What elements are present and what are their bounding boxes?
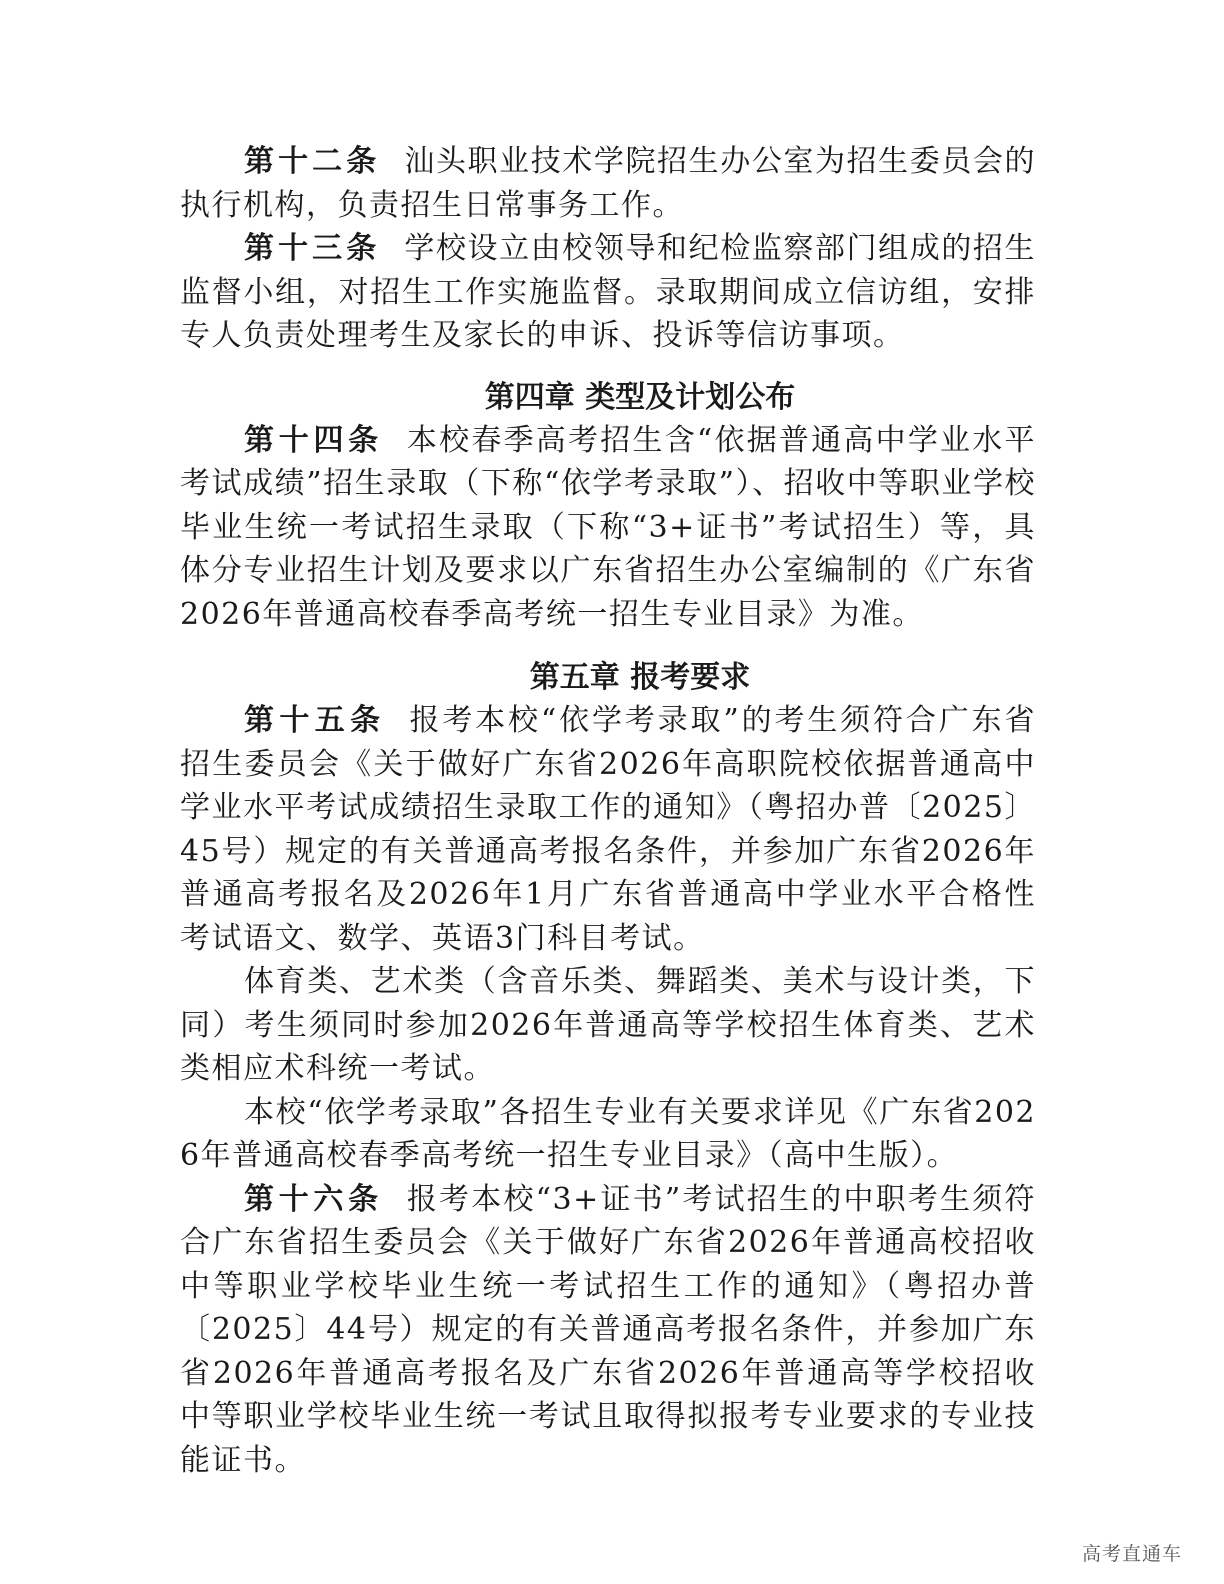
article-16-label: 第十六条 <box>244 1181 383 1217</box>
article-13-text: 学校设立由校领导和纪检监察部门组成的招生监督小组，对招生工作实施监督。录取期间成立信访组，安排专人负责处理考生及家长的申诉、投诉等信访事项。 <box>180 231 1037 353</box>
article-16 <box>180 1178 1036 1483</box>
watermark: 高考直通车 <box>1081 1543 1182 1565</box>
article-15-label: 第十五条 <box>244 703 386 738</box>
article-12-text: 汕头职业技术学院招生办公室为招生委员会的执行机构，负责招生日常事务工作。 <box>180 144 1037 223</box>
chapter-5-heading: 第五章 报考要求 <box>529 660 751 695</box>
article-15-text: 报考本校“依学考录取”的考生须符合广东省招生委员会《关于做好广东省2026年高职院校依据普通高中学业水平考试成绩招生录取工作的通知》（粤招办普〔2025〕45号）规定的有关普通高考报名条件，并参加广东省2026年普通高考报名及2026年1月广东省普通高中学业水平合格性考试语文、数学、英语3门科目考试。 <box>180 703 1036 956</box>
article-12 <box>180 140 1036 227</box>
spacer <box>180 358 1036 376</box>
article-16-text: 报考本校“3+证书”考试招生的中职考生须符合广东省招生委员会《关于做好广东省2026年普通高校招收中等职业学校毕业生统一考试招生工作的通知》（粤招办普〔2025〕44号）规定的有关普通高考报名条件，并参加广东省2026年普通高考报名及广东省2026年普通高等学校招收中等职业学校毕业生统一考试且取得拟报考专业要求的专业技能证书。 <box>180 1181 1036 1478</box>
article-14-label: 第十四条 <box>244 422 383 458</box>
spacer <box>180 636 1036 656</box>
article-14-text: 本校春季高考招生含“依据普通高中学业水平考试成绩”招生录取（下称“依学考录取”）、招收中等职业学校毕业生统一考试招生录取（下称“3+证书”考试招生）等，具体分专业招生计划及要求以广东省招生办公室编制的《广东省2026年普通高校春季高考统一招生专业目录》为准。 <box>180 422 1037 632</box>
article-13-label: 第十三条 <box>244 231 381 266</box>
document-page <box>180 140 1036 1482</box>
article-15-paragraph-3: 本校“依学考录取”各招生专业有关要求详见《广东省2026年普通高校春季高考统一招生专业目录》（高中生版）。 <box>180 1094 1036 1173</box>
article-15 <box>180 699 1036 960</box>
article-12-label: 第十二条 <box>244 144 381 179</box>
article-13 <box>180 227 1036 358</box>
article-14 <box>180 419 1036 637</box>
article-15-paragraph-2: 体育类、艺术类（含音乐类、舞蹈类、美术与设计类，下同）考生须同时参加2026年普通高等学校招生体育类、艺术类相应术科统一考试。 <box>180 964 1036 1086</box>
chapter-4-heading: 第四章 类型及计划公布 <box>484 379 796 415</box>
